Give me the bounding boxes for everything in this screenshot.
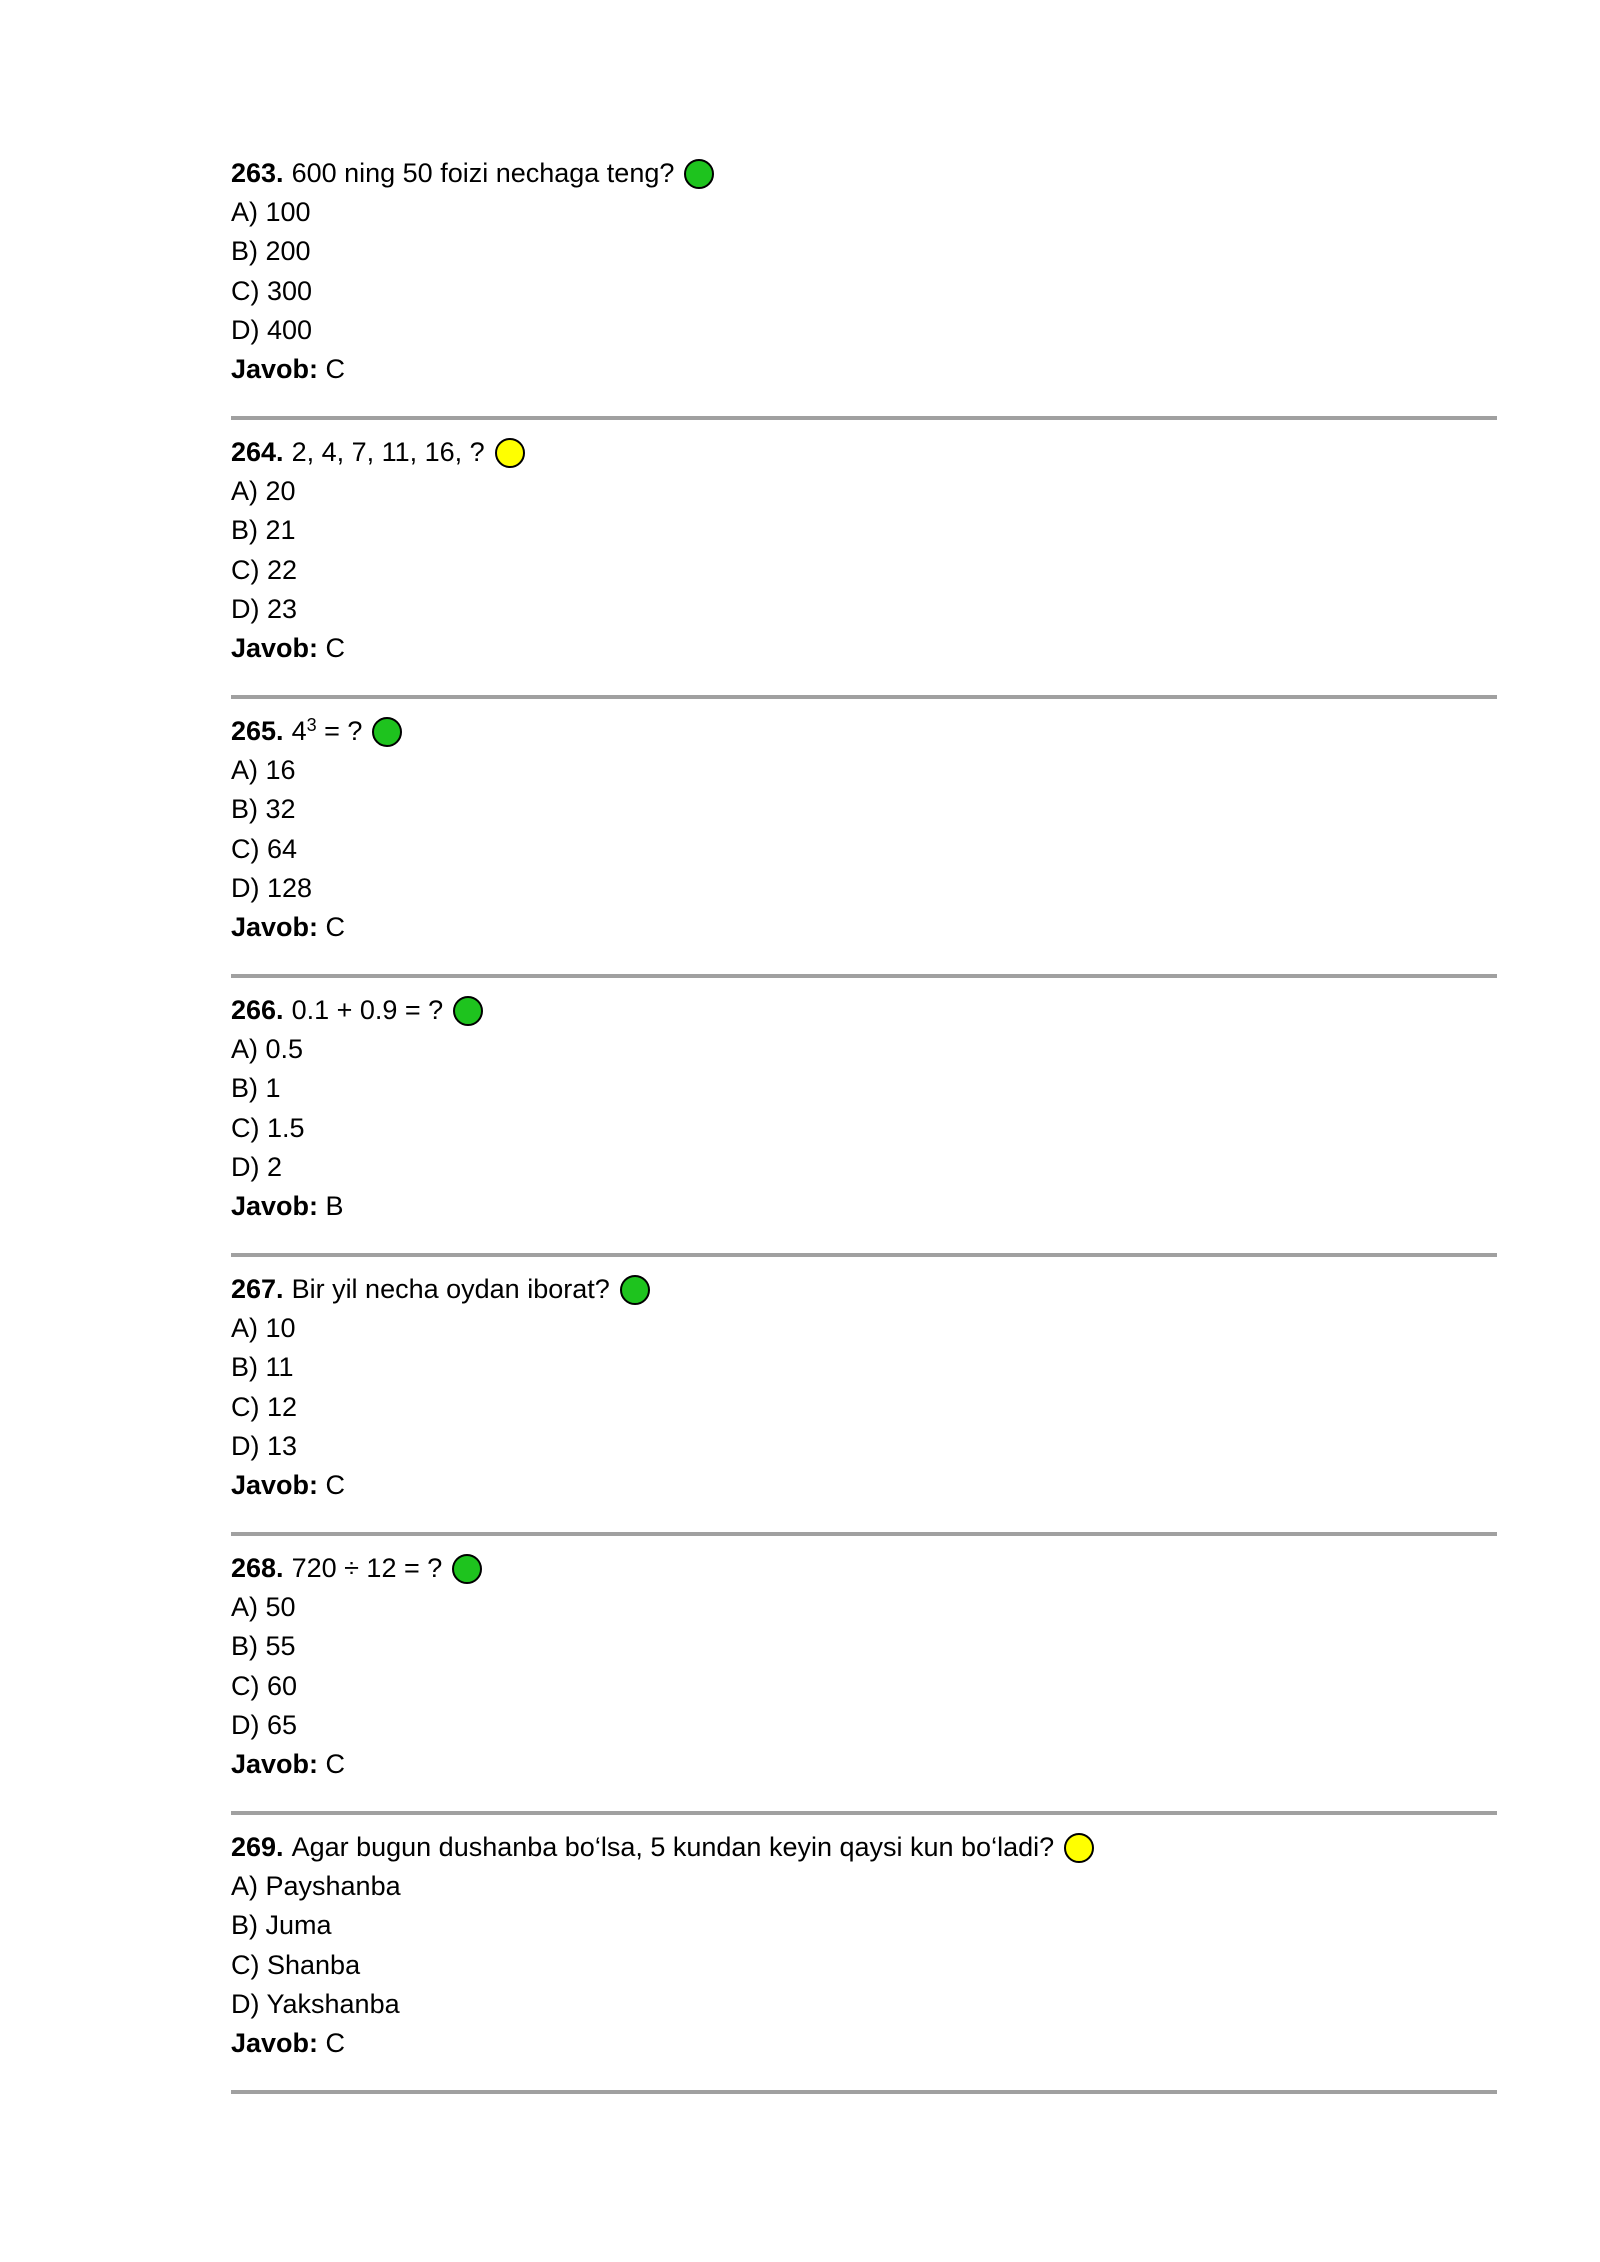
option-b: B) 55 (231, 1631, 296, 1662)
question-text (231, 154, 1497, 193)
option-c: C) 22 (231, 554, 298, 585)
divider (231, 974, 1497, 978)
power-base: 4 (291, 716, 307, 746)
option-c: C) 300 (231, 275, 313, 306)
question-prompt: 600 ning 50 foizi nechaga teng? (291, 158, 675, 188)
answer-line (231, 350, 1497, 389)
options-list (231, 193, 1497, 350)
difficulty-easy-icon (453, 996, 483, 1026)
options-list (231, 751, 1497, 908)
answer-label: Javob: (231, 2027, 319, 2058)
option-b: B) 200 (231, 236, 311, 267)
divider (231, 416, 1497, 420)
answer-line (231, 1745, 1497, 1784)
difficulty-medium-icon (495, 438, 525, 468)
answer-value: C (325, 2027, 346, 2058)
difficulty-easy-icon (620, 1275, 650, 1305)
question-268 (231, 1549, 1497, 1828)
question-text (231, 1549, 1497, 1588)
option-b: B) Juma (231, 1910, 332, 1941)
option-d: D) 2 (231, 1151, 283, 1182)
option-c: C) 1.5 (231, 1112, 305, 1143)
answer-label: Javob: (231, 353, 319, 384)
answer-value: C (325, 632, 346, 663)
divider (231, 2090, 1497, 2094)
option-d: D) 65 (231, 1709, 298, 1740)
option-a: A) 100 (231, 197, 311, 228)
answer-label: Javob: (231, 632, 319, 663)
answer-line (231, 908, 1497, 947)
option-c: C) 64 (231, 833, 298, 864)
option-a: A) 50 (231, 1592, 296, 1623)
option-d: D) 13 (231, 1430, 298, 1461)
option-d: D) Yakshanba (231, 1988, 400, 2019)
option-d: D) 400 (231, 314, 313, 345)
difficulty-easy-icon (684, 159, 714, 189)
question-number: 263. (231, 158, 284, 188)
options-list (231, 1030, 1497, 1187)
option-c: C) 12 (231, 1391, 298, 1422)
answer-value: C (325, 911, 346, 942)
power-exponent: 3 (306, 715, 317, 735)
answer-value: B (325, 1190, 344, 1221)
answer-value: C (325, 1748, 346, 1779)
question-267 (231, 1270, 1497, 1549)
question-text (231, 1828, 1497, 1867)
question-prompt: 0.1 + 0.9 = ? (291, 995, 444, 1025)
answer-line (231, 1466, 1497, 1505)
answer-label: Javob: (231, 1190, 319, 1221)
divider (231, 1532, 1497, 1536)
answer-value: C (325, 1469, 346, 1500)
question-text (231, 991, 1497, 1030)
question-list (231, 154, 1497, 2107)
option-a: A) 10 (231, 1313, 296, 1344)
answer-line (231, 1187, 1497, 1226)
power-rest: = ? (316, 716, 363, 746)
question-number: 269. (231, 1832, 284, 1862)
question-269 (231, 1828, 1497, 2107)
question-prompt: Agar bugun dushanba bo‘lsa, 5 kundan keyin qaysi kun bo‘ladi? (291, 1832, 1055, 1862)
question-number: 267. (231, 1274, 284, 1304)
question-prompt (292, 712, 363, 751)
option-a: A) 20 (231, 476, 296, 507)
answer-value: C (325, 353, 346, 384)
divider (231, 1253, 1497, 1257)
answer-label: Javob: (231, 911, 319, 942)
answer-label: Javob: (231, 1748, 319, 1779)
option-b: B) 21 (231, 515, 296, 546)
question-number: 265. (231, 716, 284, 746)
question-text (231, 1270, 1497, 1309)
question-prompt: 2, 4, 7, 11, 16, ? (291, 437, 485, 467)
options-list (231, 1867, 1497, 2024)
option-d: D) 23 (231, 593, 298, 624)
question-266 (231, 991, 1497, 1270)
question-prompt: 720 ÷ 12 = ? (291, 1553, 443, 1583)
option-b: B) 11 (231, 1352, 294, 1383)
question-number: 264. (231, 437, 284, 467)
option-c: C) Shanba (231, 1949, 361, 1980)
question-265 (231, 712, 1497, 991)
difficulty-medium-icon (1064, 1833, 1094, 1863)
divider (231, 1811, 1497, 1815)
options-list (231, 1309, 1497, 1466)
option-c: C) 60 (231, 1670, 298, 1701)
option-a: A) Payshanba (231, 1871, 401, 1902)
divider (231, 695, 1497, 699)
question-text (231, 712, 1497, 751)
question-text (231, 433, 1497, 472)
option-b: B) 1 (231, 1073, 281, 1104)
option-a: A) 0.5 (231, 1034, 304, 1065)
answer-label: Javob: (231, 1469, 319, 1500)
options-list (231, 1588, 1497, 1745)
option-b: B) 32 (231, 794, 296, 825)
question-number: 268. (231, 1553, 284, 1583)
difficulty-easy-icon (452, 1554, 482, 1584)
option-a: A) 16 (231, 755, 296, 786)
answer-line (231, 2024, 1497, 2063)
difficulty-easy-icon (372, 717, 402, 747)
option-d: D) 128 (231, 872, 313, 903)
answer-line (231, 629, 1497, 668)
question-263 (231, 154, 1497, 433)
question-number: 266. (231, 995, 284, 1025)
question-prompt: Bir yil necha oydan iborat? (291, 1274, 610, 1304)
question-264 (231, 433, 1497, 712)
options-list (231, 472, 1497, 629)
